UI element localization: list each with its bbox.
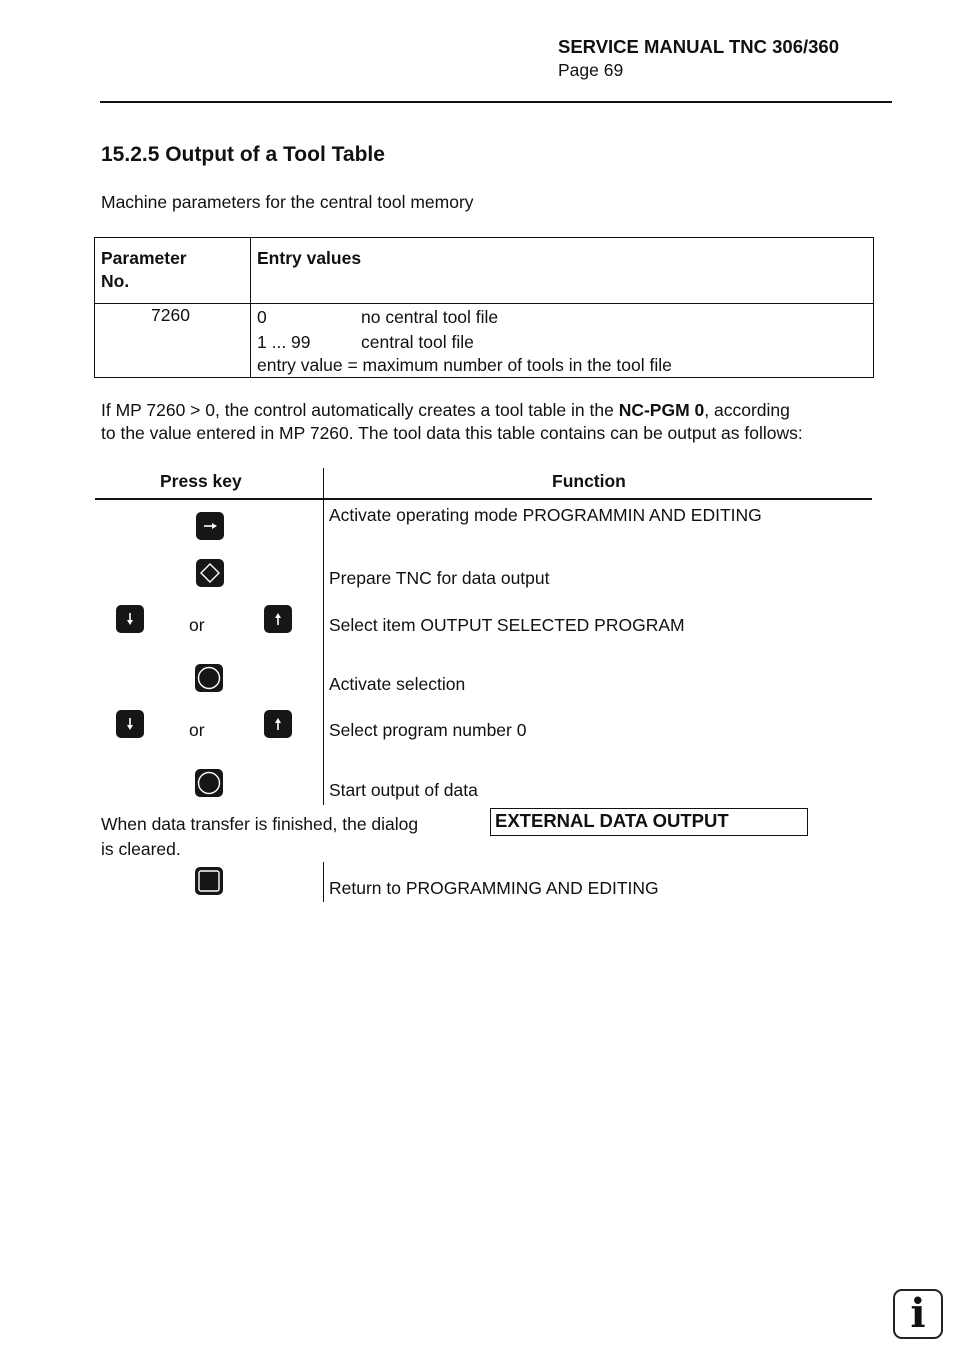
dialog-note-line-1: When data transfer is finished, the dialog	[101, 814, 419, 834]
step-function-1: Activate operating mode PROGRAMMIN AND EDITING	[329, 505, 762, 525]
section-intro: Machine parameters for the central tool memory	[101, 192, 474, 212]
entry-meaning-0: no central tool file	[361, 307, 499, 327]
dialog-text-box: EXTERNAL DATA OUTPUT	[490, 808, 808, 836]
circle-key-icon	[195, 664, 223, 692]
entry-value-0: 0	[257, 307, 267, 327]
arrow-up-key-icon	[264, 605, 292, 633]
circle-key-icon	[195, 769, 223, 797]
table-divider	[95, 303, 873, 304]
paragraph-line-2: to the value entered in MP 7260. The tool data this table contains can be output as follows:	[101, 423, 803, 443]
entry-note: entry value = maximum number of tools in the tool file	[257, 355, 672, 375]
manual-title: SERVICE MANUAL TNC 306/360	[558, 36, 840, 57]
paragraph-text: If MP 7260 > 0, the control automatically creates a tool table in the	[101, 400, 619, 420]
or-label: or	[189, 720, 205, 740]
param-header-line1: Parameter	[101, 248, 187, 268]
function-header: Function	[552, 471, 626, 491]
param-header-line2: No.	[101, 271, 130, 291]
step-function-4: Activate selection	[329, 674, 466, 694]
press-key-header: Press key	[160, 471, 242, 491]
key-table-header-rule	[95, 498, 872, 500]
entry-value-1: 1 ... 99	[257, 332, 311, 352]
dialog-note-line-2: is cleared.	[101, 839, 181, 859]
step-function-7: Return to PROGRAMMING AND EDITING	[329, 878, 659, 898]
section-title: 15.2.5 Output of a Tool Table	[101, 143, 385, 166]
page-number: Page 69	[558, 60, 624, 80]
step-function-6: Start output of data	[329, 780, 478, 800]
step-function-5: Select program number 0	[329, 720, 527, 740]
info-glyph: i	[910, 1290, 926, 1337]
nc-pgm-reference: NC-PGM 0	[618, 400, 705, 420]
or-label: or	[189, 615, 205, 635]
table-column-divider	[250, 238, 251, 377]
key-table-column-divider-lower	[323, 862, 324, 902]
info-icon	[893, 1289, 943, 1339]
paragraph-text: , according	[704, 400, 790, 420]
arrow-down-key-icon	[116, 710, 144, 738]
square-key-icon	[195, 867, 223, 895]
arrow-up-key-icon	[264, 710, 292, 738]
param-number-cell: 7260	[151, 305, 190, 325]
param-no-header	[101, 247, 187, 293]
step-function-2: Prepare TNC for data output	[329, 568, 550, 588]
header-rule	[100, 101, 892, 103]
entry-meaning-1: central tool file	[361, 332, 474, 352]
parameter-table	[94, 237, 874, 378]
entry-values-header: Entry values	[257, 248, 362, 268]
diamond-key-icon	[196, 559, 224, 587]
paragraph-line-1	[101, 399, 790, 422]
arrow-right-key-icon	[196, 512, 224, 540]
arrow-down-key-icon	[116, 605, 144, 633]
key-table-column-divider	[323, 468, 324, 805]
step-function-3: Select item OUTPUT SELECTED PROGRAM	[329, 615, 685, 635]
